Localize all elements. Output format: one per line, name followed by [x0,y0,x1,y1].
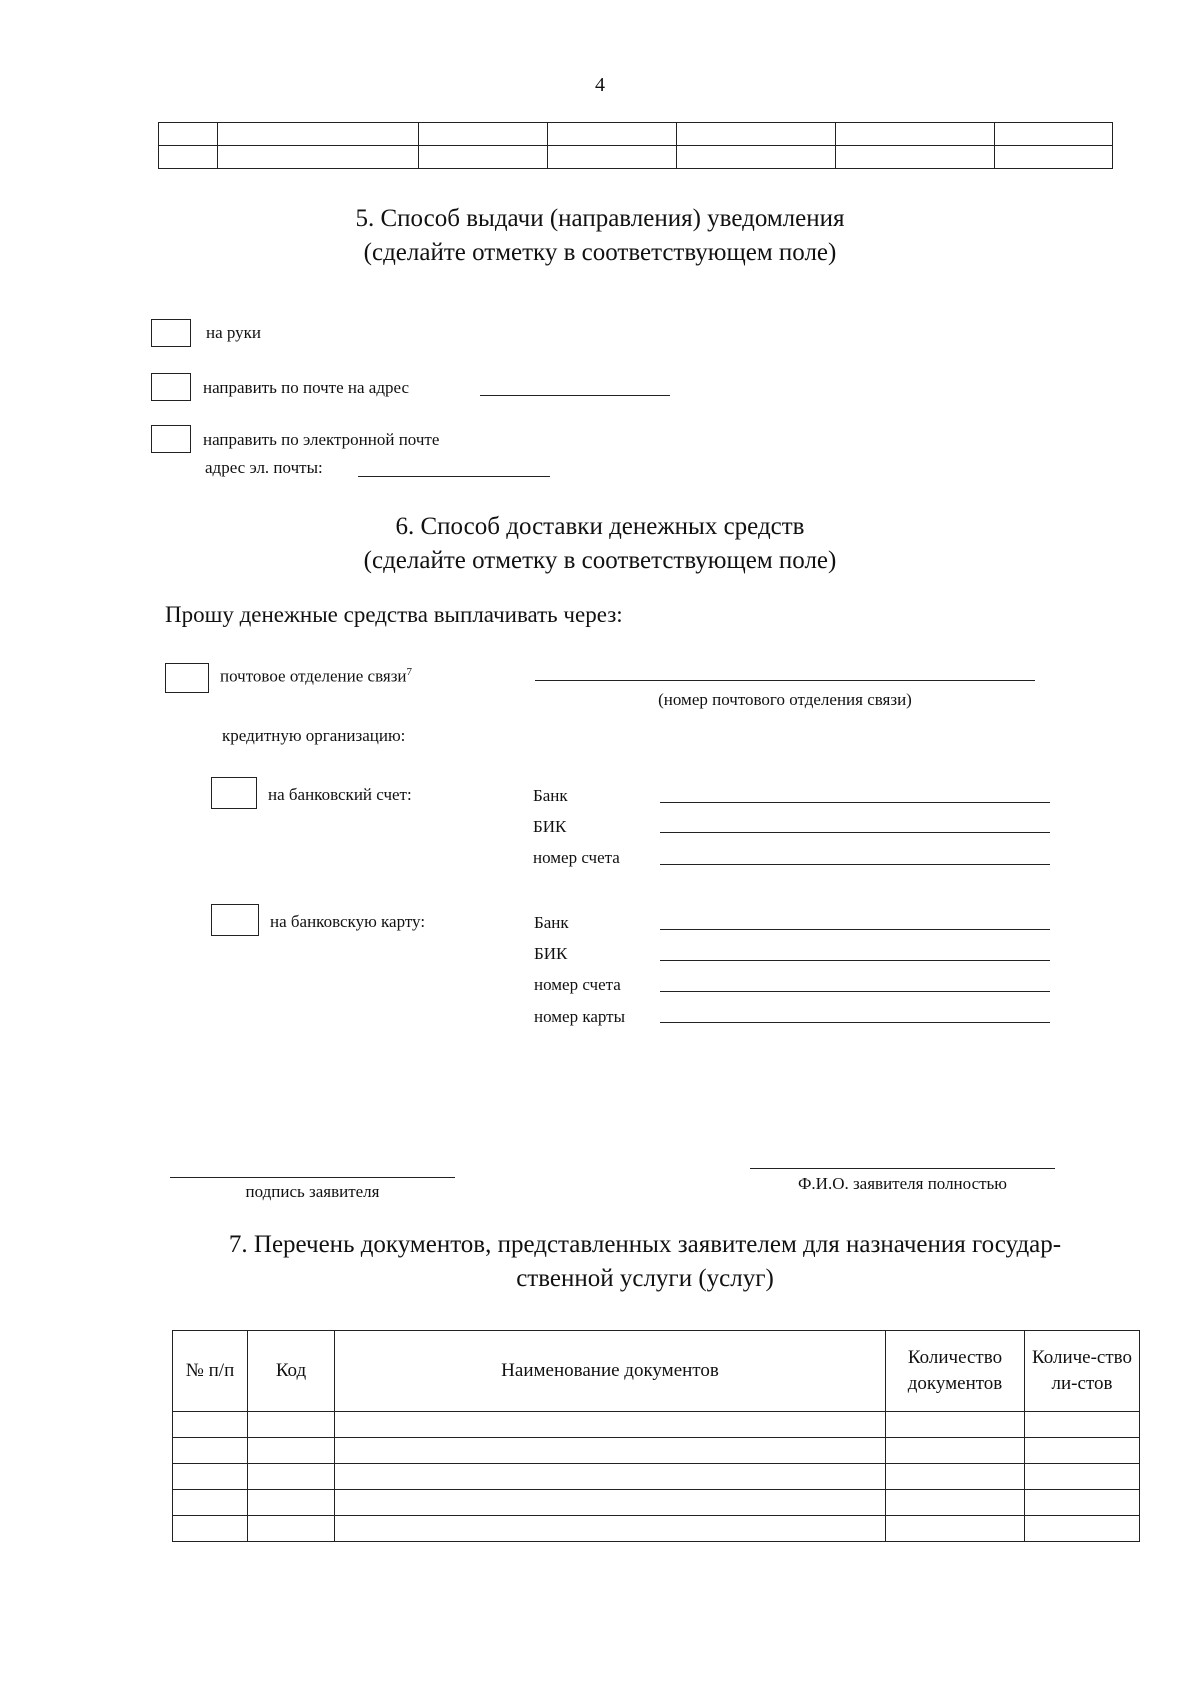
bank-card-number-label: номер карты [534,1007,626,1026]
table-cell[interactable] [1025,1490,1140,1516]
bank-card-bank-field[interactable] [660,929,1050,930]
table-cell[interactable] [419,123,548,146]
table-cell[interactable] [1025,1464,1140,1490]
post-address-field[interactable] [480,395,670,396]
checkbox-post-office[interactable] [165,663,209,693]
table-cell[interactable] [886,1438,1025,1464]
page-number: 4 [595,74,605,96]
table-cell[interactable] [419,146,548,169]
section5-title-line1: 5. Способ выдачи (направления) уведомления [355,205,845,232]
bank-card-label: на банковскую карту: [270,912,426,931]
full-name-field[interactable] [750,1168,1055,1169]
table-cell[interactable] [886,1412,1025,1438]
table-cell[interactable] [173,1438,248,1464]
option-email-delivery-label: направить по электронной почте [203,430,440,449]
checkbox-email-delivery[interactable] [151,425,191,453]
table-cell[interactable] [335,1464,886,1490]
header-doc-name: Наименование документов [335,1331,886,1412]
table-header-row [173,1331,1140,1412]
header-sheet-count: Количе-ство ли-стов [1025,1331,1140,1412]
bank-account-label: на банковский счет: [268,785,412,804]
bank-account-bik-field[interactable] [660,832,1050,833]
bank-account-number-field[interactable] [660,864,1050,865]
table-cell[interactable] [995,123,1113,146]
payment-intro: Прошу денежные средства выплачивать через: [165,602,623,627]
section7-title [150,1228,1140,1296]
table-row [173,1438,1140,1464]
table-cell[interactable] [159,146,218,169]
signature-caption: подпись заявителя [245,1182,380,1201]
table-cell[interactable] [836,146,995,169]
table-cell[interactable] [886,1516,1025,1542]
table-cell[interactable] [995,146,1113,169]
table-row [173,1464,1140,1490]
post-office-number-field[interactable] [535,680,1035,681]
section6-title-line2: (сделайте отметку в соответствующем поле) [363,547,837,574]
table-cell[interactable] [886,1464,1025,1490]
table-cell[interactable] [218,123,419,146]
option-post-delivery-label: направить по почте на адрес [203,378,410,397]
table-cell[interactable] [248,1438,335,1464]
email-address-label: адрес эл. почты: [205,458,323,477]
table-cell[interactable] [677,123,836,146]
table-cell[interactable] [248,1464,335,1490]
section6-title-line1: 6. Способ доставки денежных средств [395,513,805,540]
table-cell[interactable] [218,146,419,169]
table-cell[interactable] [248,1412,335,1438]
post-office-label-text: почтовое отделение связи [220,666,407,686]
table-cell[interactable] [335,1412,886,1438]
table-cell[interactable] [886,1490,1025,1516]
option-hand-delivery-label: на руки [206,323,262,342]
credit-org-label: кредитную организацию: [222,726,406,745]
post-office-caption: (номер почтового отделения связи) [658,690,912,709]
bank-card-account-label: номер счета [534,975,621,994]
table-cell[interactable] [173,1490,248,1516]
checkbox-hand-delivery[interactable] [151,319,191,347]
documents-table [172,1330,1140,1542]
table-row [173,1490,1140,1516]
section7-title-line1: 7. Перечень документов, представленных заявителем для назначения государ- [228,1231,1062,1258]
table-row [159,123,1113,146]
bank-account-bik-label: БИК [533,817,567,836]
table-cell[interactable] [335,1490,886,1516]
table-cell[interactable] [1025,1516,1140,1542]
table-cell[interactable] [173,1464,248,1490]
bank-account-bank-label: Банк [533,786,568,805]
full-name-caption: Ф.И.О. заявителя полностью [797,1174,1008,1193]
table-cell[interactable] [248,1490,335,1516]
table-cell[interactable] [677,146,836,169]
bank-account-number-label: номер счета [533,848,620,867]
table-cell[interactable] [548,123,677,146]
table-cell[interactable] [173,1516,248,1542]
footnote-mark: 7 [406,666,413,678]
checkbox-bank-card[interactable] [211,904,259,936]
email-address-field[interactable] [358,476,550,477]
table-cell[interactable] [335,1438,886,1464]
signature-field[interactable] [170,1177,455,1178]
bank-card-number-field[interactable] [660,1022,1050,1023]
post-office-label [220,666,412,687]
section6-title [0,510,1200,578]
table-row [173,1412,1140,1438]
checkbox-bank-account[interactable] [211,777,257,809]
bank-card-bik-label: БИК [534,944,568,963]
table-cell[interactable] [836,123,995,146]
top-table [158,122,1113,169]
table-cell[interactable] [248,1516,335,1542]
header-code: Код [248,1331,335,1412]
section7-title-line2: ственной услуги (услуг) [516,1265,774,1292]
table-cell[interactable] [548,146,677,169]
header-num: № п/п [173,1331,248,1412]
table-cell[interactable] [335,1516,886,1542]
bank-card-bank-label: Банк [534,913,569,932]
table-row [173,1516,1140,1542]
bank-account-bank-field[interactable] [660,802,1050,803]
table-cell[interactable] [173,1412,248,1438]
bank-card-bik-field[interactable] [660,960,1050,961]
bank-card-account-field[interactable] [660,991,1050,992]
header-doc-count: Количество документов [886,1331,1025,1412]
table-row [159,146,1113,169]
table-cell[interactable] [159,123,218,146]
section5-title-line2: (сделайте отметку в соответствующем поле) [363,239,837,266]
section5-title [0,202,1200,270]
table-cell[interactable] [1025,1438,1140,1464]
table-cell[interactable] [1025,1412,1140,1438]
checkbox-post-delivery[interactable] [151,373,191,401]
